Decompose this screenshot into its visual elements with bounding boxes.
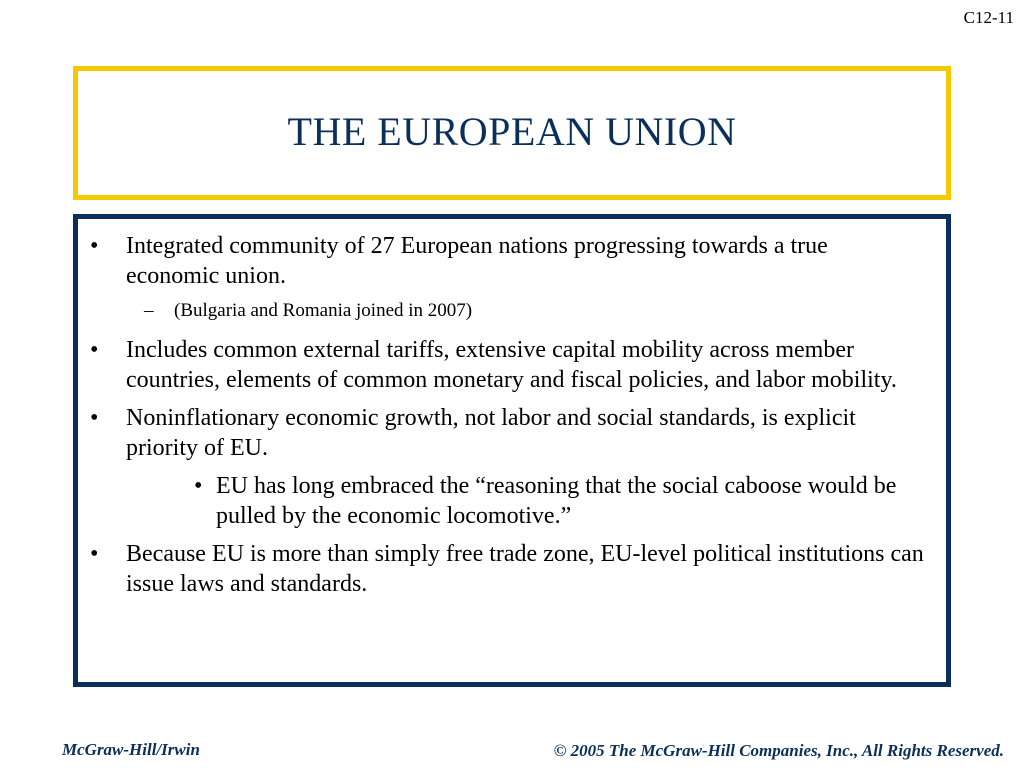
title-box — [73, 66, 951, 200]
bullet-marker: • — [90, 405, 99, 431]
bullet-item — [78, 231, 946, 291]
sub-bullet-text: (Bulgaria and Romania joined in 2007) — [174, 300, 473, 321]
footer-copyright: © 2005 The McGraw-Hill Companies, Inc., All Rights Reserved. — [553, 741, 1004, 760]
bullet-marker: • — [194, 473, 203, 499]
footer-publisher: McGraw-Hill/Irwin — [62, 740, 200, 759]
bullet-item — [78, 539, 946, 599]
dash-marker: – — [144, 300, 154, 321]
bullet-list — [78, 231, 946, 607]
bullet-text: Because EU is more than simply free trade zone, EU-level political institutions can issue laws and standards. — [126, 541, 924, 597]
bullet-text: Includes common external tariffs, extensive capital mobility across member countries, elements of common monetary and fiscal policies, and labor mobility. — [126, 337, 897, 393]
nested-bullet-item — [78, 471, 946, 531]
bullet-marker: • — [90, 541, 99, 567]
slide-number: C12-11 — [963, 8, 1014, 27]
nested-bullet-text: EU has long embraced the “reasoning that the social caboose would be pulled by the economic locomotive.” — [216, 473, 897, 529]
slide-title: THE EUROPEAN UNION — [287, 108, 737, 154]
bullet-text: Integrated community of 27 European nations progressing towards a true economic union. — [126, 233, 828, 289]
bullet-marker: • — [90, 233, 99, 259]
sub-bullet-item — [78, 299, 946, 323]
content-box — [73, 214, 951, 687]
bullet-text: Noninflationary economic growth, not labor and social standards, is explicit priority of EU. — [126, 405, 856, 461]
bullet-marker: • — [90, 337, 99, 363]
bullet-item — [78, 335, 946, 395]
bullet-item — [78, 403, 946, 463]
